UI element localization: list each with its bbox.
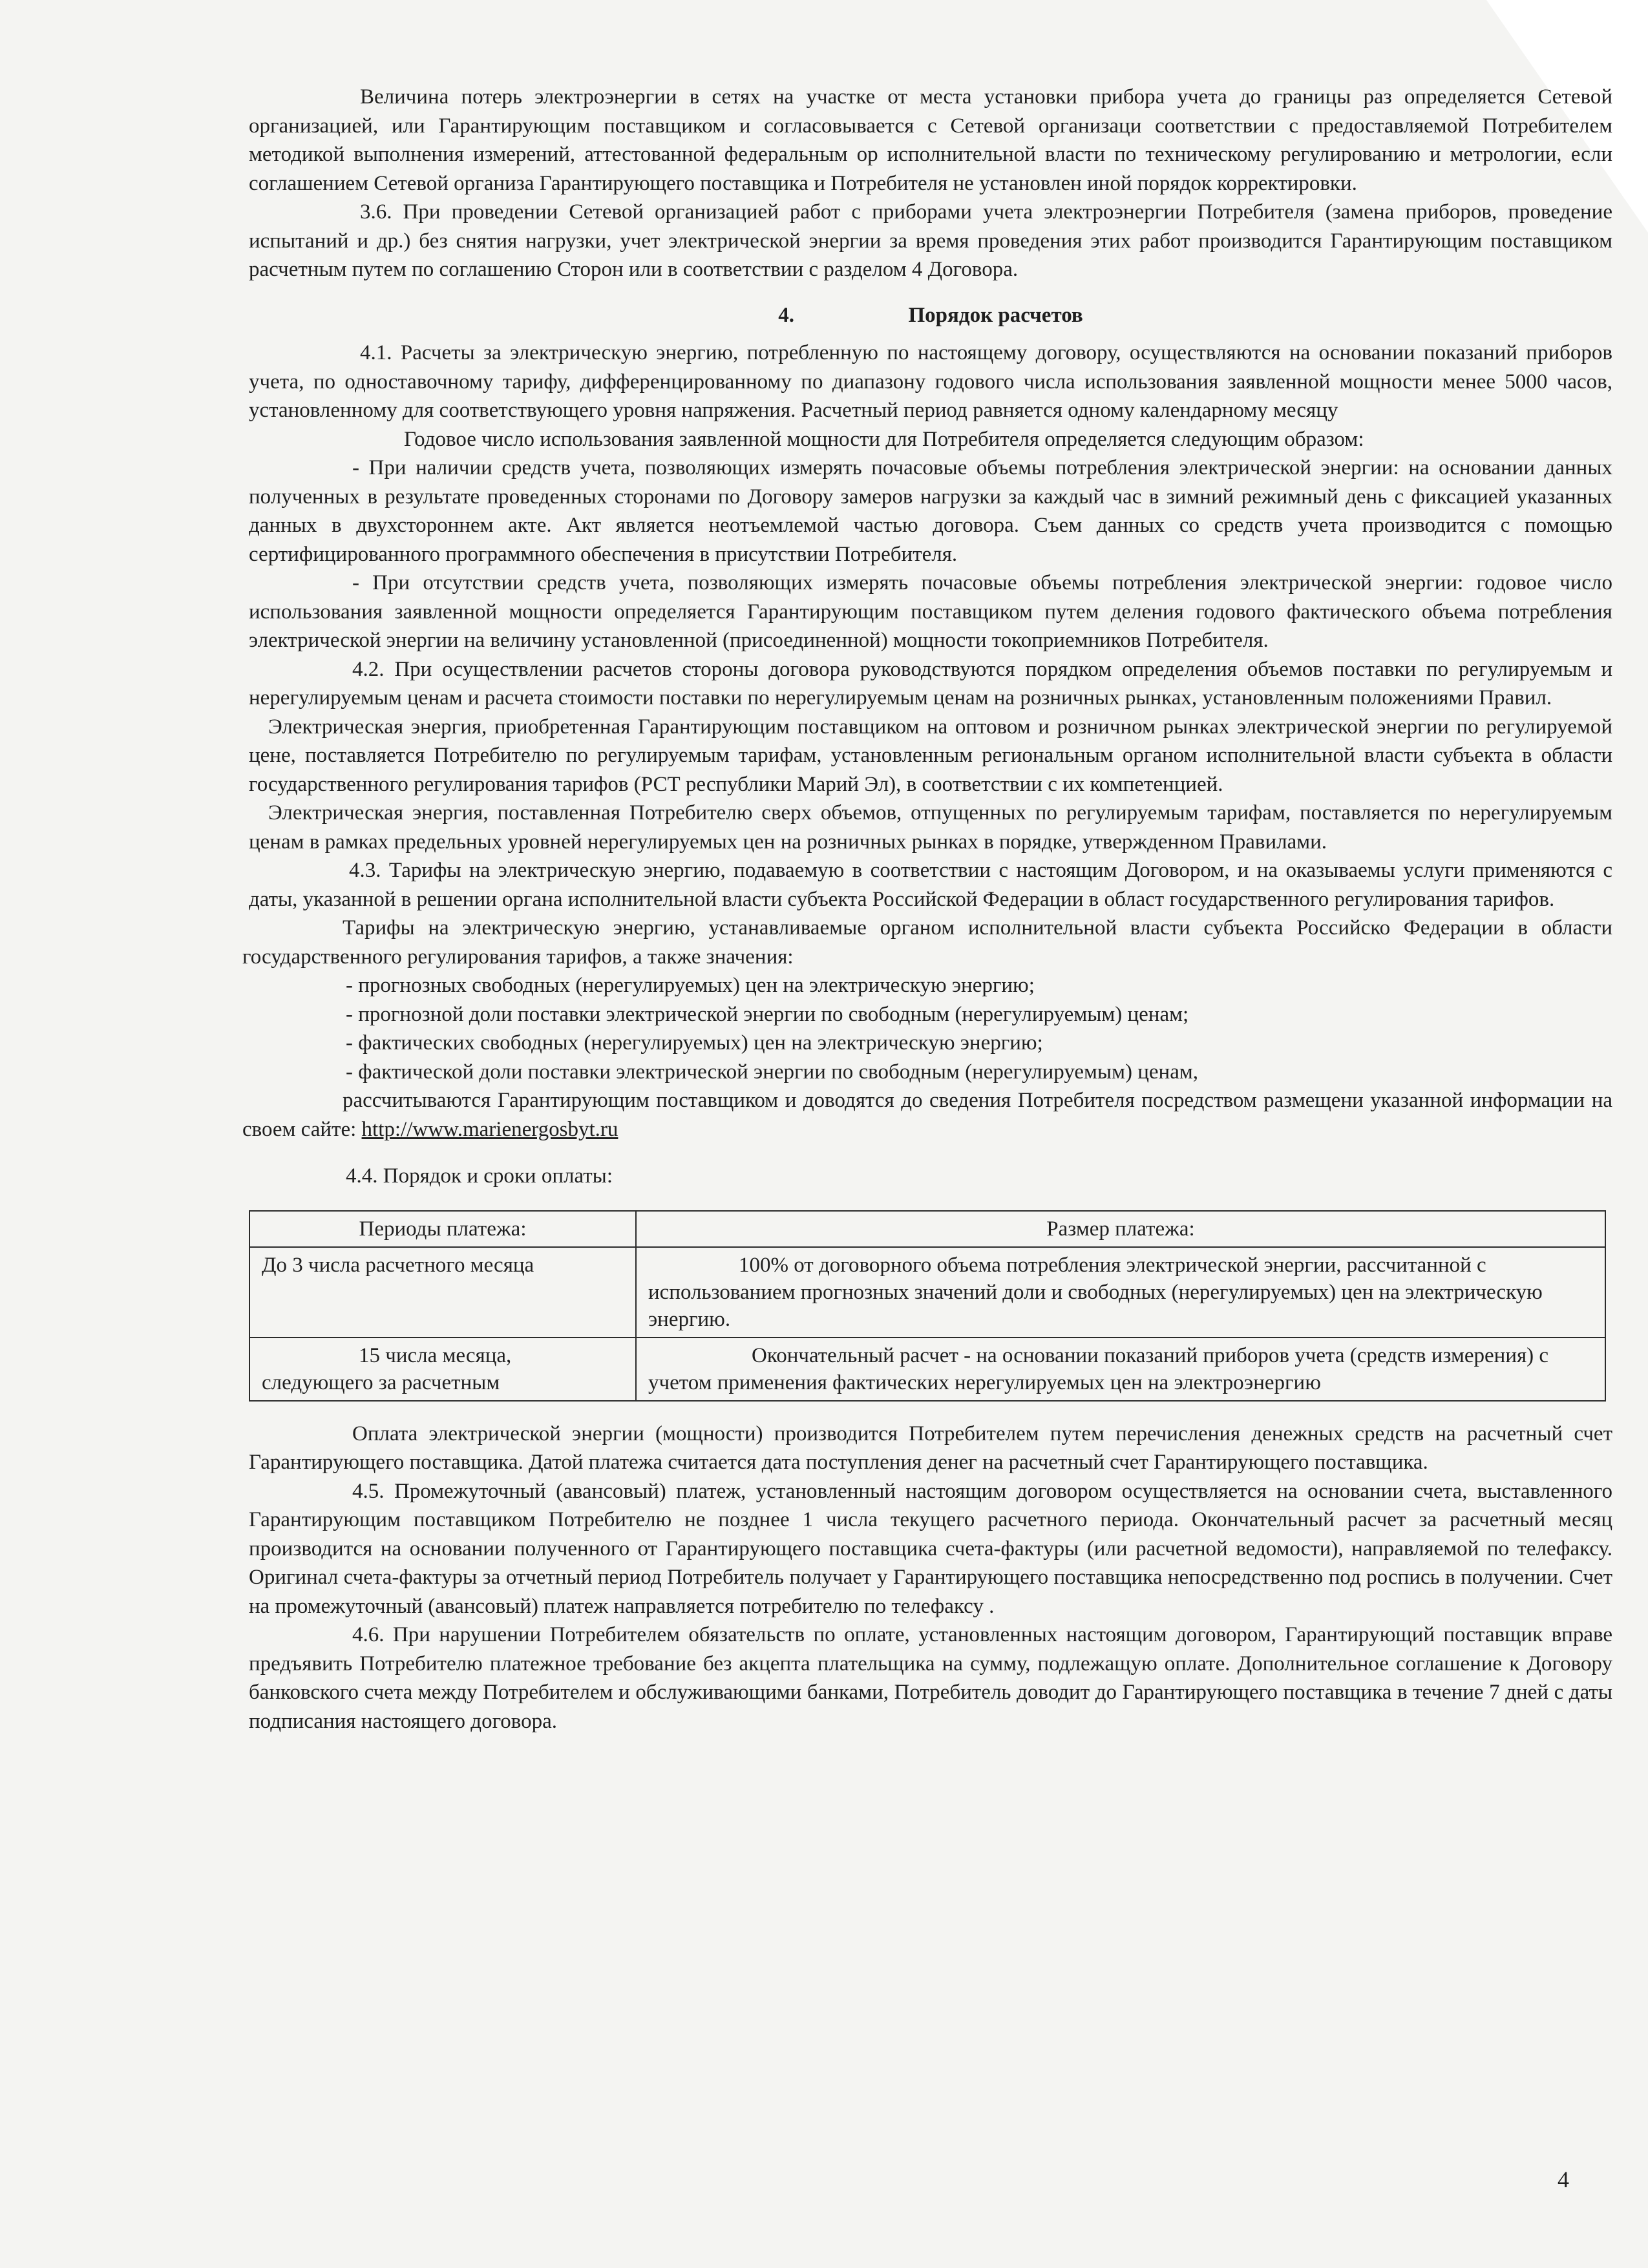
- row-period: До 3 числа расчетного месяца: [262, 1253, 534, 1277]
- row-amount-cell: [636, 1247, 1605, 1338]
- table-label: 4.4. Порядок и сроки оплаты:: [346, 1164, 613, 1188]
- paragraph-annual-hours: Годовое число использования заявленной мощности для Потребителя определяется следующим образом:: [404, 427, 1364, 451]
- header-amount: Размер платежа:: [636, 1211, 1605, 1247]
- list-item: - прогнозной доли поставки электрической энергии по свободным (нерегулируемым) ценам;: [346, 1002, 1189, 1026]
- row-amount-cell: [636, 1338, 1605, 1401]
- row-period-cell: [249, 1338, 636, 1401]
- section-title: Порядок расчетов: [908, 303, 1083, 327]
- paragraph-4-3: 4.3. Тарифы на электрическую энергию, подаваемую в соответствии с настоящим Договором, и на оказываемы услуги применяются с даты, указанной в решении органа исполнительной власти субъекта Российской Федерации в област государственного регулирования тарифов.: [249, 859, 1612, 911]
- paragraph-4-5: 4.5. Промежуточный (авансовый) платеж, установленный настоящим договором осуществляется на основании счета, выставленного Гарантирующим поставщиком Потребителю не позднее 1 числа текущего расчетного периода. Окончательный расчет за расчетный месяц производится на основании полученного от Гарантирующего поставщика счета-фактуры (или расчетной ведомости), направляемой по телефаксу. Оригинал счета-фактуры за отчетный период Потребитель получает у Гарантирующего поставщика непосредственно под роспись в получении. Счет на промежуточный (авансовый) платеж направляется потребителю по телефаксу .: [249, 1479, 1612, 1618]
- paragraph-without-meters: - При отсутствии средств учета, позволяющих измерять почасовые объемы потребления электрической энергии: годовое число использования заявленной мощности определяется Гарантирующим поставщиком путем деления годового фактического объема потребления электрической энергии на величину установленной (присоединенной) мощности токоприемников Потребителя.: [249, 571, 1612, 652]
- publication-text: рассчитываются Гарантирующим поставщиком и доводятся до сведения Потребителя посредством размещени указанной информации на своем сайте:: [242, 1089, 1612, 1141]
- paragraph-losses: Величина потерь электроэнергии в сетях на участке от места установки прибора учета до границы раз определяется Сетевой организацией, или Гарантирующим поставщиком и согласовывается с Сетевой организаци соответствии с предоставляемой Потребителем методикой выполнения измерений, аттестованной федеральным ор исполнительной власти по техническому регулированию и метрологии, если соглашением Сетевой организа Гарантирующего поставщика и Потребителя не установлен иной порядок корректировки.: [249, 85, 1612, 195]
- paragraph-4-6: 4.6. При нарушении Потребителем обязательств по оплате, установленных настоящим договором, Гарантирующий поставщик вправе предъявить Потребителю платежное требование без акцепта плательщика на сумму, подлежащую оплате. Дополнительное соглашение к Договору банковского счета между Потребителем и обслуживающими банками, Потребитель доводит до Гарантирующего поставщика в течение 7 дней с даты подписания настоящего договора.: [249, 1623, 1612, 1733]
- table-row: [249, 1247, 1605, 1338]
- payment-schedule-table: [249, 1210, 1606, 1402]
- row-period: 15 числа месяца, следующего за расчетным: [262, 1343, 512, 1394]
- row-period-cell: [249, 1247, 636, 1338]
- paragraph-4-1: 4.1. Расчеты за электрическую энергию, потребленную по настоящему договору, осуществляются на основании показаний приборов учета, по одноставочному тарифу, дифференцированному по диапазону годового числа использования заявленной мощности менее 5000 часов, установленному для соответствующего уровня напряжения. Расчетный период равняется одному календарному месяцу: [249, 341, 1612, 422]
- paragraph-unregulated-energy: Электрическая энергия, поставленная Потребителю сверх объемов, отпущенных по регулируемым тарифам, поставляется по нерегулируемым ценам в рамках предельных уровней нерегулируемых цен на розничных рынках в порядке, утвержденном Правилами.: [249, 801, 1612, 854]
- website-link[interactable]: http://www.marienergosbyt.ru: [361, 1117, 618, 1141]
- row-amount: 100% от договорного объема потребления электрической энергии, рассчитанной с использованием прогнозных значений доли и свободных (нерегулируемых) цен на электрическую энергию.: [648, 1253, 1543, 1331]
- paragraph-with-meters: - При наличии средств учета, позволяющих измерять почасовые объемы потребления электрической энергии: на основании данных полученных в результате проведенных сторонами по Договору замеров нагрузки за каждый час в зимний режимный день с фиксацией указанных данных в двухстороннем акте. Акт является неотъемлемой частью договора. Съем данных со средств учета производится с помощью сертифицированного программного обеспечения в присутствии Потребителя.: [249, 456, 1612, 566]
- list-item: - прогнозных свободных (нерегулируемых) цен на электрическую энергию;: [346, 974, 1035, 997]
- paragraph-regulated-energy: Электрическая энергия, приобретенная Гарантирующим поставщиком на оптовом и розничном рынках электрической энергии по регулируемой цене, поставляется Потребителю по регулируемым тарифам, установленным региональным органом исполнительной власти субъекта в области государственного регулирования тарифов (РСТ республики Марий Эл), в соответствии с их компетенцией.: [249, 715, 1612, 796]
- paragraph-3-6: 3.6. При проведении Сетевой организацией работ с приборами учета электроэнергии Потребителя (замена приборов, проведение испытаний и др.) без снятия нагрузки, учет электрической энергии за время проведения этих работ производится Гарантирующим поставщиком расчетным путем по соглашению Сторон или в соответствии с разделом 4 Договора.: [249, 200, 1612, 281]
- table-header-row: [249, 1211, 1605, 1247]
- section-number: 4.: [778, 303, 795, 327]
- document-body: [242, 83, 1612, 1736]
- paragraph-4-2: 4.2. При осуществлении расчетов стороны договора руководствуются порядком определения объемов поставки по регулируемым и нерегулируемым ценам и расчета стоимости поставки по нерегулируемым ценам на розничных рынках, установленным положениями Правил.: [249, 657, 1612, 709]
- paragraph-tariffs: Тарифы на электрическую энергию, устанавливаемые органом исполнительной власти субъекта Российско Федерации в области государственного регулирования тарифов, а также значения:: [242, 916, 1612, 969]
- paragraph-publication: [242, 1086, 1612, 1144]
- table-row: [249, 1338, 1605, 1401]
- section-heading: [249, 301, 1612, 330]
- paragraph-payment-method: Оплата электрической энергии (мощности) производится Потребителем путем перечисления денежных средств на расчетный счет Гарантирующего поставщика. Датой платежа считается дата поступления денег на расчетный счет Гарантирующего поставщика.: [249, 1422, 1612, 1474]
- row-amount: Окончательный расчет - на основании показаний приборов учета (средств измерения) с учетом применения фактических нерегулируемых цен на электроэнергию: [648, 1343, 1549, 1394]
- list-item: - фактической доли поставки электрической энергии по свободным (нерегулируемым) ценам,: [346, 1060, 1198, 1084]
- header-periods: Периоды платежа:: [249, 1211, 636, 1247]
- list-item: - фактических свободных (нерегулируемых) цен на электрическую энергию;: [346, 1031, 1043, 1055]
- page-number: 4: [1558, 2167, 1569, 2192]
